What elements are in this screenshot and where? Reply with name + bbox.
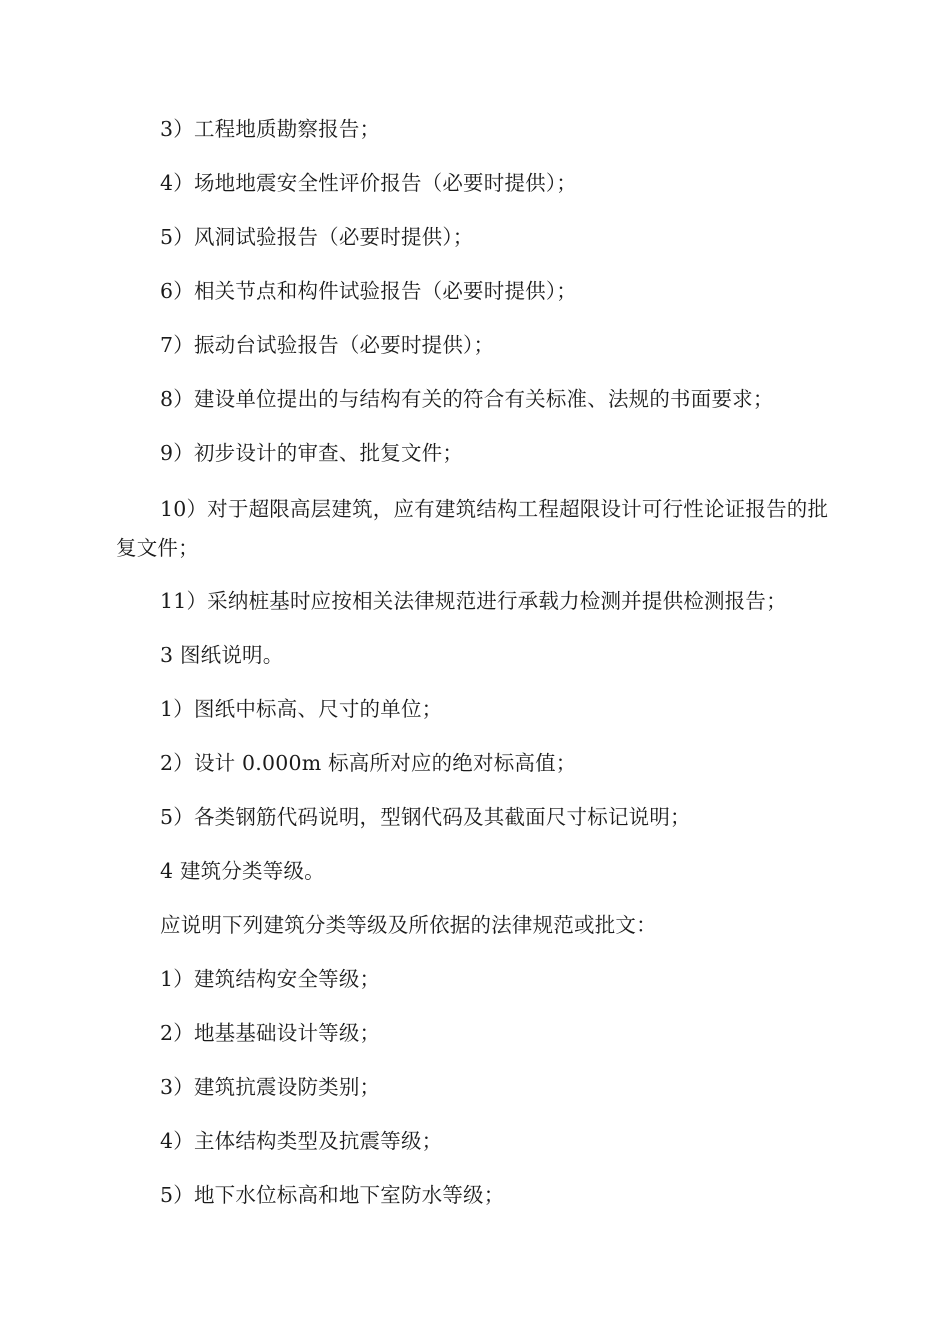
paragraph: 2）设计 0.000m 标高所对应的绝对标高值； bbox=[160, 751, 577, 775]
paragraph: 2）地基基础设计等级； bbox=[160, 1021, 381, 1045]
paragraph: 5）地下水位标高和地下室防水等级； bbox=[160, 1183, 505, 1207]
section-heading: 3 图纸说明。 bbox=[160, 643, 284, 667]
paragraph: 5）各类钢筋代码说明，型钢代码及其截面尺寸标记说明； bbox=[160, 805, 691, 829]
paragraph-wrapped: 10）对于超限高层建筑，应有建筑结构工程超限设计可行性论证报告的批复文件； bbox=[116, 497, 829, 560]
section-heading: 4 建筑分类等级。 bbox=[160, 859, 325, 883]
paragraph: 4）场地地震安全性评价报告（必要时提供）； bbox=[160, 171, 577, 195]
paragraph: 3）工程地质勘察报告； bbox=[160, 117, 381, 141]
paragraph: 9）初步设计的审查、批复文件； bbox=[160, 441, 464, 465]
paragraph: 8）建设单位提出的与结构有关的符合有关标准、法规的书面要求； bbox=[160, 387, 774, 411]
paragraph: 7）振动台试验报告（必要时提供）； bbox=[160, 333, 495, 357]
paragraph: 11）采纳桩基时应按相关法律规范进行承载力检测并提供检测报告； bbox=[160, 589, 787, 613]
paragraph: 6）相关节点和构件试验报告（必要时提供）； bbox=[160, 279, 577, 303]
paragraph: 1）图纸中标高、尺寸的单位； bbox=[160, 697, 443, 721]
paragraph: 3）建筑抗震设防类别； bbox=[160, 1075, 381, 1099]
paragraph: 1）建筑结构安全等级； bbox=[160, 967, 381, 991]
paragraph: 4）主体结构类型及抗震等级； bbox=[160, 1129, 443, 1153]
paragraph: 5）风洞试验报告（必要时提供）； bbox=[160, 225, 474, 249]
paragraph: 应说明下列建筑分类等级及所依据的法律规范或批文： bbox=[160, 913, 657, 937]
